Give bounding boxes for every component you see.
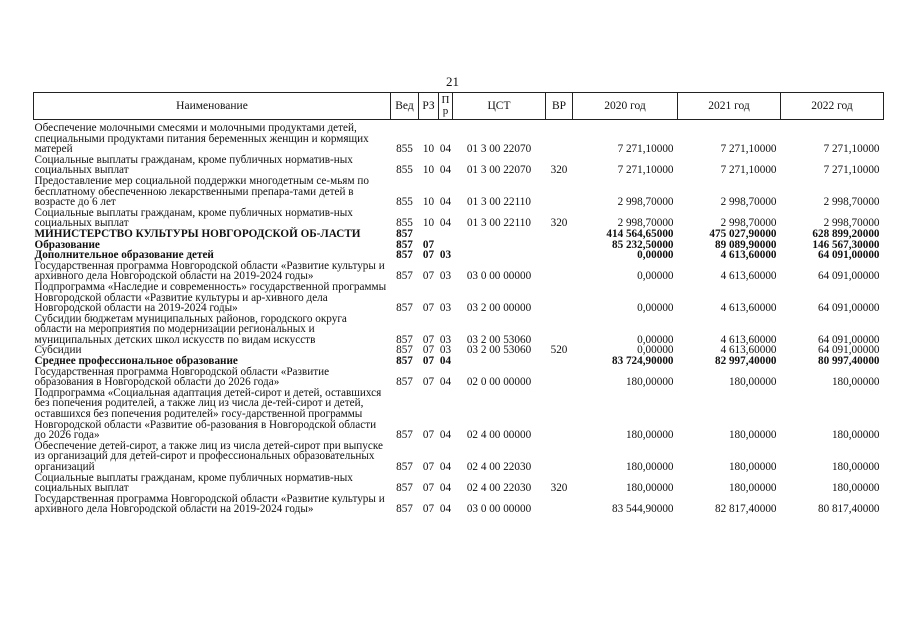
- table-row: [34, 282, 884, 314]
- cell-rz: 07: [422, 344, 435, 357]
- cell-vr: [546, 388, 573, 441]
- cell-2020: 0,00000: [637, 333, 674, 346]
- cell-cst: 01 3 00 22110: [467, 196, 531, 209]
- cell-2020: 0,00000: [637, 270, 674, 283]
- cell-2020: 180,00000: [625, 461, 674, 473]
- cell-name: Субсидии бюджетам муниципальных районов, городского округа области на мероприятия по модернизации региональных и муниципальных детских школ искусств по видам искусств: [34, 312, 347, 346]
- cell-2020: 83 724,90000: [611, 355, 674, 368]
- cell-vr: [546, 356, 573, 367]
- cell-vr: [546, 314, 573, 346]
- cell-cst: 03 2 00 53060: [466, 344, 532, 357]
- cell-cst: [453, 229, 546, 240]
- cell-vr: 320: [550, 217, 568, 230]
- cell-name: Подпрограмма «Наследие и современность» государственной программы Новгородской области «Развитие культуры и ар-хивного дела Новгородской области на 2019-2024 годы»: [34, 280, 387, 315]
- cell-2020: 180,00000: [625, 482, 674, 495]
- cell-2022: 7 271,10000: [823, 143, 880, 156]
- cell-pr: 04: [439, 461, 452, 473]
- cell-2020: 85 232,50000: [611, 238, 674, 251]
- table-row: [34, 441, 884, 473]
- cell-2021: 89 089,90000: [714, 238, 777, 251]
- cell-pr: 04: [439, 376, 452, 389]
- cell-rz: 10: [422, 217, 435, 230]
- cell-rz: 10: [422, 196, 435, 209]
- cell-cst: 02 4 00 22030: [466, 482, 532, 495]
- cell-pr: 03: [439, 333, 452, 346]
- cell-2020: 0,00000: [637, 249, 674, 262]
- cell-pr: 04: [439, 355, 452, 368]
- cell-pr: 04: [439, 482, 452, 495]
- cell-2021: 4 613,60000: [720, 333, 777, 346]
- cell-vr: [546, 494, 573, 515]
- cell-2021: 4 613,60000: [720, 270, 777, 283]
- cell-rz: 07: [422, 503, 435, 516]
- cell-name: Предоставление мер социальной поддержки многодетным се-мьям по бесплатному обеспеченною лекарственными препара-тами детей в возрасте до 6 лет: [34, 174, 369, 209]
- cell-2021: 180,00000: [728, 429, 777, 442]
- cell-2020: 180,00000: [625, 376, 674, 389]
- cell-cst: 02 4 00 22030: [466, 461, 532, 473]
- cell-vr: [546, 250, 573, 261]
- cell-rz: 07: [422, 270, 435, 283]
- cell-2020: 180,00000: [625, 429, 674, 442]
- cell-vr: 320: [550, 164, 568, 177]
- cell-ved: 857: [396, 503, 413, 516]
- cell-2020: 83 544,90000: [611, 503, 674, 516]
- header-vr: ВР: [546, 93, 573, 120]
- cell-2021: 475 027,90000: [709, 227, 777, 240]
- cell-cst: [453, 240, 546, 251]
- cell-pr: 04: [439, 217, 452, 230]
- cell-2022: 64 091,00000: [817, 302, 880, 315]
- page-number: 21: [446, 74, 459, 89]
- cell-ved: 857: [396, 249, 413, 262]
- cell-2022: 7 271,10000: [823, 164, 880, 177]
- table-row: [34, 229, 884, 240]
- cell-2022: 2 998,70000: [823, 217, 880, 230]
- cell-rz: 07: [422, 333, 435, 346]
- cell-pr: 04: [439, 503, 452, 516]
- cell-name: Обеспечение детей-сирот, а также лиц из числа детей-сирот при выпуске из организаций для детей-сирот и профессиональных образовательных организаций: [34, 439, 383, 473]
- cell-2021: 82 817,40000: [714, 503, 777, 516]
- cell-vr: [546, 441, 573, 473]
- cell-name: Социальные выплаты гражданам, кроме публичных норматив-ных социальных выплат: [34, 153, 353, 177]
- cell-cst: 03 2 00 53060: [466, 333, 532, 346]
- cell-name: Государственная программа Новгородской области «Развитие культуры и архивного дела Новгородской области на 2019-2024 годы»: [34, 492, 385, 516]
- cell-cst: 03 2 00 00000: [466, 302, 532, 315]
- cell-2022: 180,00000: [831, 482, 880, 495]
- cell-name: Социальные выплаты гражданам, кроме публичных норматив-ных социальных выплат: [34, 471, 353, 495]
- cell-vr: 320: [550, 482, 568, 495]
- table-row: [34, 176, 884, 208]
- cell-ved: 857: [396, 344, 413, 357]
- cell-name: Обеспечение молочными смесями и молочными продуктами детей, специальными продуктами питания беременных женщин и кормящих матерей: [34, 122, 369, 156]
- cell-ved: 857: [396, 238, 413, 251]
- table-row: [34, 261, 884, 282]
- header-2022: 2022 год: [781, 93, 884, 120]
- cell-2021: 7 271,10000: [720, 143, 777, 156]
- cell-ved: 855: [396, 217, 413, 230]
- header-pr: П р: [439, 93, 453, 120]
- cell-2021: 180,00000: [728, 461, 777, 473]
- cell-pr: 03: [439, 344, 452, 357]
- cell-2022: 64 091,00000: [817, 344, 880, 357]
- header-2020: 2020 год: [573, 93, 678, 120]
- cell-2021: 180,00000: [728, 376, 777, 389]
- cell-2021: 4 613,60000: [720, 249, 777, 262]
- cell-pr: 04: [439, 429, 452, 442]
- cell-ved: 857: [396, 270, 413, 283]
- cell-cst: [453, 356, 546, 367]
- cell-name: Образование: [34, 238, 100, 251]
- cell-ved: 857: [396, 355, 413, 368]
- cell-2021: 4 613,60000: [720, 302, 777, 315]
- cell-cst: 01 3 00 22070: [466, 164, 532, 177]
- cell-2020: 7 271,10000: [617, 143, 674, 156]
- cell-cst: 02 4 00 00000: [466, 429, 532, 442]
- cell-ved: 857: [396, 302, 413, 315]
- cell-name: Среднее профессиональное образование: [34, 355, 238, 368]
- cell-name: Дополнительное образование детей: [34, 249, 214, 262]
- cell-2022: 64 091,00000: [817, 333, 880, 346]
- cell-2020: 2 998,70000: [617, 217, 674, 230]
- table-row: [34, 208, 884, 229]
- header-rz: РЗ: [419, 93, 439, 120]
- header-cst: ЦСТ: [453, 93, 546, 120]
- cell-2020: 7 271,10000: [617, 164, 674, 177]
- cell-2022: 180,00000: [831, 376, 880, 389]
- cell-rz: 07: [422, 355, 435, 368]
- cell-vr: [546, 240, 573, 251]
- cell-name: Государственная программа Новгородской области «Развитие образования в Новгородской области до 2026 года»: [34, 365, 330, 389]
- cell-rz: 10: [422, 164, 435, 177]
- cell-ved: 857: [396, 227, 413, 240]
- table-header-row: [34, 93, 884, 120]
- cell-name: Субсидии: [34, 344, 82, 357]
- cell-ved: 855: [396, 196, 413, 209]
- cell-cst: [453, 250, 546, 261]
- cell-2021: 2 998,70000: [720, 217, 777, 230]
- cell-2022: 180,00000: [831, 429, 880, 442]
- table-row: [34, 120, 884, 155]
- cell-name: Социальные выплаты гражданам, кроме публичных норматив-ных социальных выплат: [34, 206, 353, 230]
- table-row: [34, 367, 884, 388]
- cell-ved: 857: [396, 376, 413, 389]
- cell-2022: 80 997,40000: [817, 355, 880, 368]
- cell-2021: 82 997,40000: [714, 355, 777, 368]
- cell-rz: 07: [422, 376, 435, 389]
- cell-ved: 855: [396, 143, 413, 156]
- cell-2022: 64 091,00000: [817, 249, 880, 262]
- cell-2022: 628 899,20000: [812, 227, 880, 240]
- table-row: [34, 388, 884, 441]
- budget-table: [33, 92, 884, 515]
- cell-ved: 857: [396, 333, 413, 346]
- cell-2021: 7 271,10000: [720, 164, 777, 177]
- cell-ved: 857: [396, 482, 413, 495]
- header-name: Наименование: [34, 93, 391, 120]
- cell-pr: [439, 229, 453, 240]
- cell-name: МИНИСТЕРСТВО КУЛЬТУРЫ НОВГОРОДСКОЙ ОБ-ЛАСТИ: [34, 227, 361, 240]
- cell-2020: 414 564,65000: [606, 227, 674, 240]
- cell-2020: 0,00000: [637, 302, 674, 315]
- cell-pr: 04: [439, 196, 452, 209]
- cell-vr: [546, 120, 573, 155]
- cell-vr: 520: [550, 344, 568, 357]
- cell-rz: 07: [422, 238, 435, 251]
- cell-name: Подпрограмма «Социальная адаптация детей-сирот и детей, оставшихся без попечения родителей, а также лиц из числа де-тей-сирот и детей, оставшихся без попечения родителей» госу-дарственной программы Новгородской области «Развитие об-разования в Новгородской области до 2026 года»: [34, 386, 382, 442]
- cell-rz: 10: [422, 143, 435, 156]
- cell-pr: 04: [439, 164, 452, 177]
- cell-2022: 80 817,40000: [817, 503, 880, 516]
- cell-2021: 4 613,60000: [720, 344, 777, 357]
- table-body: [34, 120, 884, 515]
- cell-cst: 01 3 00 22070: [466, 143, 532, 156]
- cell-ved: 857: [396, 461, 413, 473]
- cell-2021: 180,00000: [728, 482, 777, 495]
- cell-rz: 07: [422, 302, 435, 315]
- cell-ved: 857: [396, 429, 413, 442]
- cell-vr: [546, 282, 573, 314]
- cell-name: Государственная программа Новгородской области «Развитие культуры и архивного дела Новгородской области на 2019-2024 годы»: [34, 259, 385, 283]
- cell-vr: [546, 261, 573, 282]
- header-2021: 2021 год: [678, 93, 781, 120]
- cell-2022: 146 567,30000: [812, 238, 880, 251]
- cell-ved: 855: [396, 164, 413, 177]
- table-row: [34, 494, 884, 515]
- header-ved: Вед: [391, 93, 419, 120]
- table-row: [34, 473, 884, 494]
- cell-2022: 2 998,70000: [823, 196, 880, 209]
- cell-rz: 07: [422, 461, 435, 473]
- cell-2022: 180,00000: [831, 461, 880, 473]
- cell-vr: [546, 176, 573, 208]
- cell-pr: 04: [439, 143, 452, 156]
- cell-rz: 07: [422, 249, 435, 262]
- cell-cst: 03 0 00 00000: [466, 503, 532, 516]
- cell-rz: 07: [422, 429, 435, 442]
- cell-cst: 01 3 00 22110: [467, 217, 531, 230]
- cell-2022: 64 091,00000: [817, 270, 880, 283]
- cell-vr: [546, 367, 573, 388]
- cell-rz: 07: [422, 482, 435, 495]
- cell-vr: [546, 229, 573, 240]
- cell-2020: 0,00000: [637, 344, 674, 357]
- table-row: [34, 314, 884, 346]
- cell-pr: 03: [439, 302, 452, 315]
- cell-cst: 03 0 00 00000: [466, 270, 532, 283]
- table-row: [34, 155, 884, 176]
- cell-2021: 2 998,70000: [720, 196, 777, 209]
- cell-pr: 03: [439, 270, 452, 283]
- cell-cst: 02 0 00 00000: [466, 376, 532, 389]
- cell-rz: [419, 229, 439, 240]
- cell-pr: 03: [439, 249, 452, 262]
- cell-2020: 2 998,70000: [617, 196, 674, 209]
